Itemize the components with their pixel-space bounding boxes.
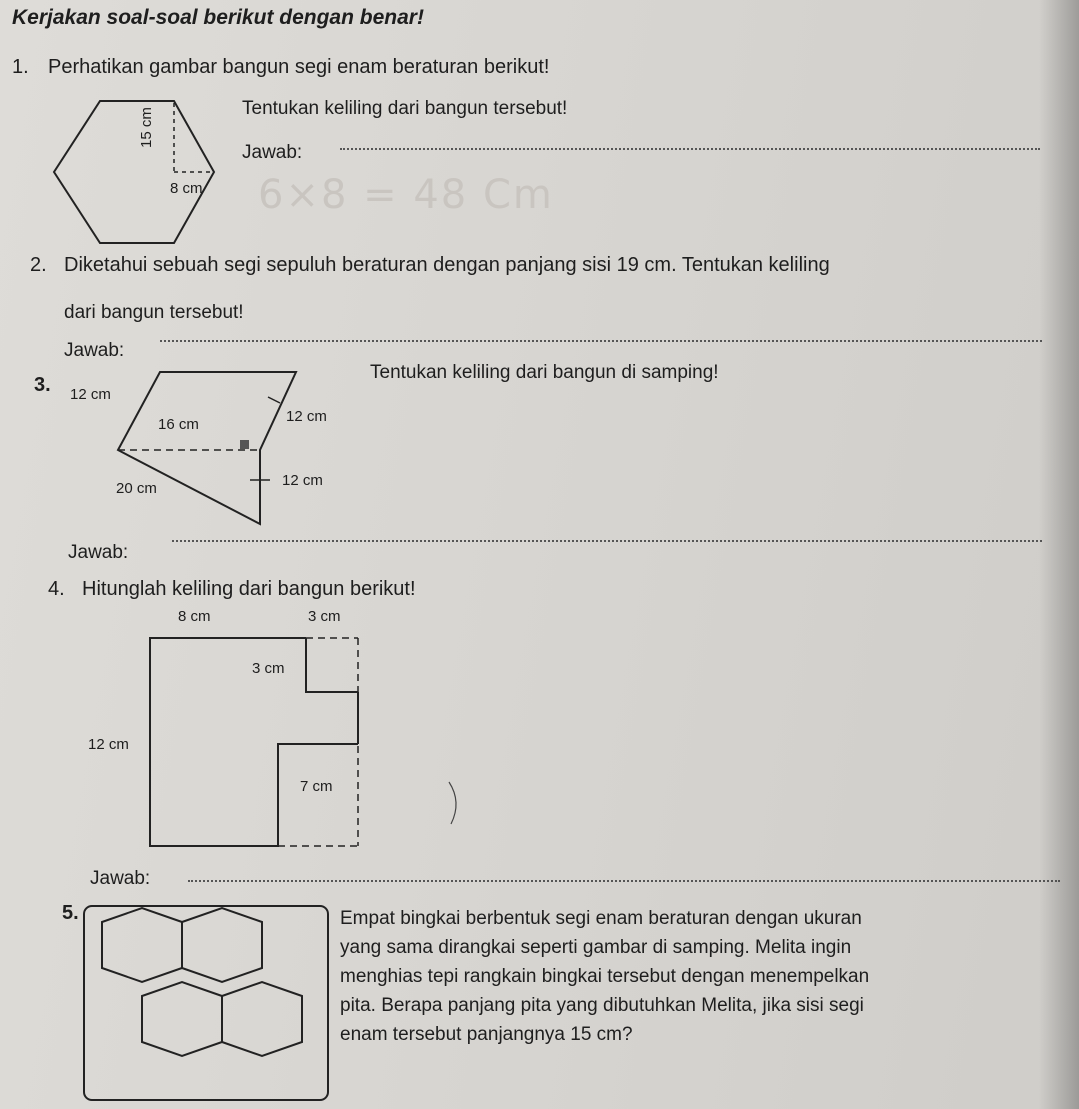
q3-number: 3. <box>34 374 51 396</box>
bracket-mark-icon <box>446 780 466 826</box>
q4-text: Hitunglah keliling dari bangun berikut! <box>82 578 416 600</box>
instruction-heading: Kerjakan soal-soal berikut dengan benar! <box>12 6 424 29</box>
q4-lower-right-label: 7 cm <box>300 778 333 795</box>
q4-left-height-label: 12 cm <box>88 736 129 753</box>
q3-right-bottom-label: 12 cm <box>282 472 323 489</box>
q4-number: 4. <box>48 578 65 600</box>
q3-middle-label: 16 cm <box>158 416 199 433</box>
q1-answer-label: Jawab: <box>242 142 303 163</box>
q5-line: yang sama dirangkai seperti gambar di samping. Melita ingin <box>340 937 852 958</box>
q3-answer-line <box>172 540 1042 542</box>
q2-line2: dari bangun tersebut! <box>64 302 244 323</box>
q3-bottom-left-label: 20 cm <box>116 480 157 497</box>
q1-number: 1. <box>12 56 29 78</box>
q1-height-label: 15 cm <box>138 107 155 148</box>
q3-answer-label: Jawab: <box>68 542 129 563</box>
q1-answer-line <box>340 148 1040 150</box>
page-edge-shadow <box>1039 0 1079 1109</box>
q2-line1: Diketahui sebuah segi sepuluh beraturan dengan panjang sisi 19 cm. Tentukan keliling <box>64 254 830 276</box>
q4-notch-label: 3 cm <box>252 660 285 677</box>
q3-trapezoid-figure <box>110 370 310 530</box>
q1-text: Perhatikan gambar bangun segi enam beraturan berikut! <box>48 56 550 78</box>
q5-hexagon-frames-figure <box>82 904 332 1104</box>
q1-prompt: Tentukan keliling dari bangun tersebut! <box>242 98 568 119</box>
q4-answer-label: Jawab: <box>90 868 151 889</box>
q3-right-top-label: 12 cm <box>286 408 327 425</box>
q1-handwritten-answer: 6×8 = 48 Cm <box>258 172 554 218</box>
q5-number: 5. <box>62 902 79 924</box>
q2-number: 2. <box>30 254 47 276</box>
q2-answer-label: Jawab: <box>64 340 125 361</box>
q3-prompt: Tentukan keliling dari bangun di samping! <box>370 362 719 383</box>
q4-top-width-label: 8 cm <box>178 608 211 625</box>
q3-top-left-label: 12 cm <box>70 386 111 403</box>
q4-top-right-label: 3 cm <box>308 608 341 625</box>
q5-line: Empat bingkai berbentuk segi enam beraturan dengan ukuran <box>340 908 862 929</box>
q2-answer-line <box>160 340 1042 342</box>
q4-answer-line <box>188 880 1060 882</box>
q5-line: menghias tepi rangkain bingkai tersebut dengan menempelkan <box>340 966 870 987</box>
q1-side-label: 8 cm <box>170 180 203 197</box>
q5-line: enam tersebut panjangnya 15 cm? <box>340 1024 633 1045</box>
q5-text <box>340 904 1040 1049</box>
q5-line: pita. Berapa panjang pita yang dibutuhkan Melita, jika sisi segi <box>340 995 864 1016</box>
